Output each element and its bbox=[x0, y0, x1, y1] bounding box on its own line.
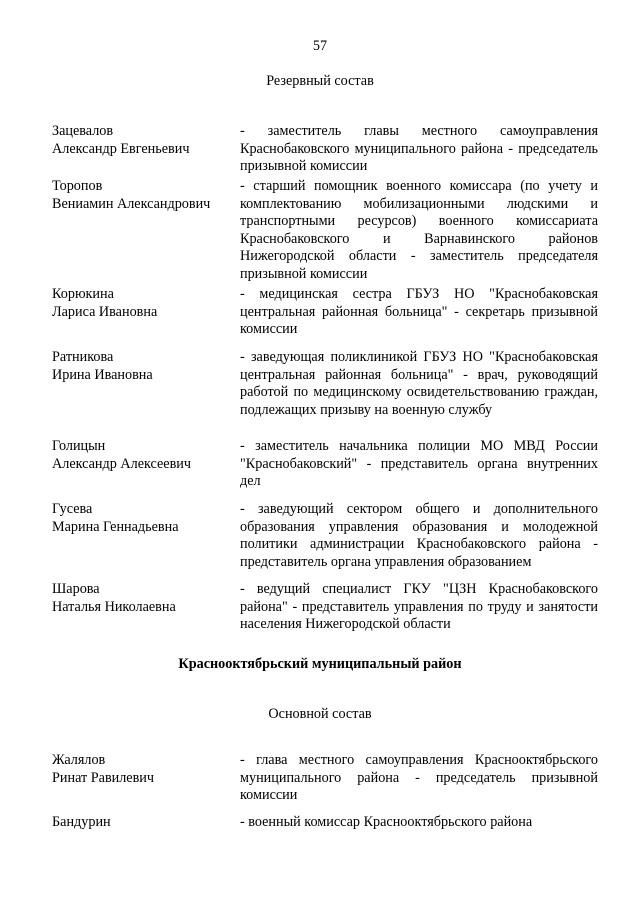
member-name bbox=[52, 123, 240, 178]
section-subtitle-reserve: Резервный состав bbox=[266, 73, 374, 89]
member-given-name: Вениамин Александрович bbox=[52, 195, 211, 212]
main-members-list bbox=[52, 752, 598, 854]
member-entry bbox=[52, 438, 598, 501]
member-name bbox=[52, 286, 240, 349]
reserve-members-list bbox=[52, 123, 598, 641]
member-role: - глава местного самоуправления Краснооктябрьского муниципального района - председатель призывной комиссии bbox=[240, 752, 598, 803]
district-heading: Краснооктябрьский муниципальный район bbox=[178, 656, 462, 672]
member-given-name: Ирина Ивановна bbox=[52, 366, 153, 383]
member-given-name: Наталья Николаевна bbox=[52, 598, 176, 615]
member-entry bbox=[52, 581, 598, 641]
member-surname: Зацевалов bbox=[52, 123, 114, 139]
member-given-name: Ринат Равилевич bbox=[52, 769, 155, 786]
member-surname: Голицын bbox=[52, 438, 106, 454]
member-name bbox=[52, 438, 240, 501]
member-surname: Торопов bbox=[52, 178, 103, 194]
member-given-name: Александр Алексеевич bbox=[52, 455, 192, 472]
member-surname: Жалялов bbox=[52, 752, 106, 768]
member-surname: Гусева bbox=[52, 501, 93, 517]
page-number: 57 bbox=[312, 38, 328, 54]
member-role: - медицинская сестра ГБУЗ НО "Краснобаковская центральная районная больница" - секретарь призывной комиссии bbox=[240, 286, 598, 337]
member-entry bbox=[52, 501, 598, 581]
member-name bbox=[52, 178, 240, 286]
member-surname: Корюкина bbox=[52, 286, 114, 302]
member-entry bbox=[52, 286, 598, 349]
member-entry bbox=[52, 178, 598, 286]
member-name bbox=[52, 814, 240, 854]
member-entry bbox=[52, 349, 598, 438]
member-surname: Ратникова bbox=[52, 349, 114, 365]
section-subtitle-main: Основной состав bbox=[268, 706, 372, 722]
member-role: - старший помощник военного комиссара (по учету и комплектованию мобилизационными людскими и транспортными ресурсов) военного комиссариата Краснобаковского и Варнавинского районов Нижегородской области - заместитель председателя призывной комиссии bbox=[240, 178, 598, 282]
member-name bbox=[52, 581, 240, 641]
member-entry bbox=[52, 814, 598, 854]
member-role: - заместитель главы местного самоуправления Краснобаковского муниципального района - председатель призывной комиссии bbox=[240, 123, 598, 174]
member-name bbox=[52, 752, 240, 814]
member-role: - заведующая поликлиникой ГБУЗ НО "Краснобаковская центральная районная больница" - врач, руководящий работой по медицинскому освидетельствованию граждан, подлежащих призыву на военную службу bbox=[240, 349, 598, 418]
member-surname: Бандурин bbox=[52, 814, 111, 830]
member-role: - заместитель начальника полиции МО МВД России "Краснобаковский" - представитель органа внутренних дел bbox=[240, 438, 598, 489]
member-given-name: Александр Евгеньевич bbox=[52, 140, 190, 157]
member-entry bbox=[52, 752, 598, 814]
member-name bbox=[52, 501, 240, 581]
member-name bbox=[52, 349, 240, 438]
member-surname: Шарова bbox=[52, 581, 100, 597]
member-entry bbox=[52, 123, 598, 178]
member-role: - военный комиссар Краснооктябрьского района bbox=[240, 814, 533, 830]
member-given-name: Лариса Ивановна bbox=[52, 303, 158, 320]
member-role: - заведующий сектором общего и дополнительного образования управления образования и молодежной политики администрации Краснобаковского района - представитель органа управления образованием bbox=[240, 501, 598, 570]
member-role: - ведущий специалист ГКУ "ЦЗН Краснобаковского района" - представитель управления по труду и занятости населения Нижегородской области bbox=[240, 581, 598, 632]
member-given-name: Марина Геннадьевна bbox=[52, 518, 179, 535]
